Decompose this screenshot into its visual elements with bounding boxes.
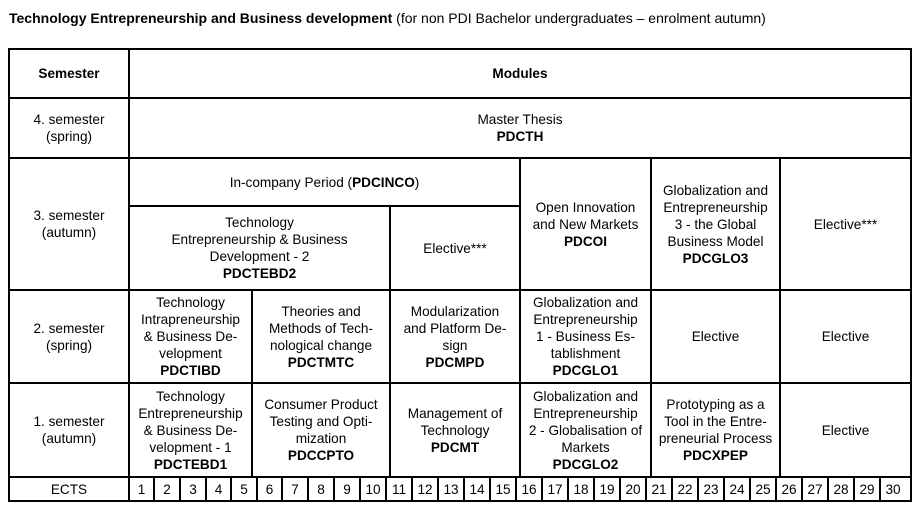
grid-line-horizontal xyxy=(8,289,912,291)
module-elective-3a xyxy=(391,207,519,289)
module-code: PDCOI xyxy=(563,233,608,249)
grid-line-vertical xyxy=(645,476,647,502)
module-title-line: Development - 2 xyxy=(209,249,310,264)
semester-label-line: (spring) xyxy=(45,337,93,353)
module-title-line: Entrepreneurship xyxy=(663,199,768,215)
module-title-line: Technology xyxy=(420,422,490,438)
module-title-line: Globalization and xyxy=(532,295,639,310)
grid-line-vertical xyxy=(8,48,10,502)
module-title-line: Methods of Tech- xyxy=(268,320,374,336)
module-title-line: Entrepreneurship & Business xyxy=(171,232,348,247)
module-xpep xyxy=(652,384,779,476)
module-code: PDCMPD xyxy=(425,354,485,370)
ects-number: 25 xyxy=(755,481,771,497)
module-title-line: Theories and xyxy=(281,303,361,319)
ects-number: 22 xyxy=(677,481,693,497)
module-title-line: Elective xyxy=(691,329,740,344)
module-title-line: Prototyping as a xyxy=(666,397,765,412)
module-title-line: Technology xyxy=(156,295,225,310)
module-tebd1 xyxy=(130,384,251,476)
ects-number: 24 xyxy=(729,481,745,497)
module-code: PDCMT xyxy=(430,439,480,455)
grid-line-horizontal xyxy=(128,205,521,207)
grid-line-horizontal xyxy=(8,157,912,159)
module-title-line: Entrepreneurship xyxy=(138,405,243,421)
module-code: PDCGLO3 xyxy=(682,250,749,266)
grid-line-vertical xyxy=(593,476,595,502)
grid-line-horizontal xyxy=(8,97,912,99)
semester-label-line: 4. semester xyxy=(33,112,105,127)
module-title-part: In-company Period ( xyxy=(229,174,353,190)
module-title-line: sign xyxy=(442,337,468,353)
grid-line-horizontal xyxy=(8,382,912,384)
ects-number: 3 xyxy=(189,481,197,497)
semester-label-line: (autumn) xyxy=(41,431,97,446)
semester-label-line: 1. semester xyxy=(33,414,105,429)
module-code: PDCTIBD xyxy=(160,363,221,378)
ects-number: 20 xyxy=(625,481,641,497)
ects-number: 23 xyxy=(703,481,719,497)
module-code: PDCINCO xyxy=(352,174,415,190)
grid-line-vertical xyxy=(230,476,232,502)
module-title-line: Entrepreneurship xyxy=(533,312,638,327)
module-title-line: nological change xyxy=(269,337,373,353)
grid-line-vertical xyxy=(205,476,207,502)
module-title-line: Elective*** xyxy=(813,216,878,232)
semester-3-label xyxy=(10,159,128,289)
grid-line-vertical xyxy=(437,476,439,502)
module-tibd xyxy=(130,291,251,382)
semester-1-label xyxy=(10,384,128,476)
grid-line-vertical xyxy=(153,476,155,502)
module-code: PDCTMTC xyxy=(287,354,355,370)
module-title-line: Technology xyxy=(156,388,225,404)
module-title-line: Technology xyxy=(225,215,294,230)
module-title-line: velopment - 1 xyxy=(149,439,232,455)
ects-number: 29 xyxy=(859,481,875,497)
module-code: PDCGLO2 xyxy=(552,456,619,472)
modules-header: Modules xyxy=(492,66,548,81)
module-title-line: Elective*** xyxy=(423,240,487,256)
module-title-line: Globalization and xyxy=(532,388,639,404)
grid-line-horizontal xyxy=(8,48,912,50)
ects-number: 19 xyxy=(599,481,615,497)
module-title-line: Elective xyxy=(821,329,870,344)
module-code: PDCTEBD1 xyxy=(153,456,228,472)
ects-number: 11 xyxy=(391,481,407,497)
grid-line-vertical xyxy=(723,476,725,502)
module-coi xyxy=(521,159,650,289)
ects-number: 1 xyxy=(137,481,146,497)
semester-4-label xyxy=(10,99,128,157)
grid-line-vertical xyxy=(179,476,181,502)
ects-number: 5 xyxy=(240,481,248,497)
module-glo3 xyxy=(652,159,779,289)
grid-line-vertical xyxy=(827,476,829,502)
module-title-line: Elective xyxy=(821,422,870,438)
module-title-line: 3 - the Global xyxy=(674,216,757,232)
grid-line-vertical xyxy=(779,157,781,478)
grid-line-vertical xyxy=(385,476,387,502)
module-title-line: 2 - Globalisation of xyxy=(528,422,643,438)
module-tebd2 xyxy=(130,207,389,289)
grid-line-vertical xyxy=(567,476,569,502)
ects-number: 26 xyxy=(781,481,797,497)
grid-line-vertical xyxy=(389,205,391,291)
module-mpd xyxy=(391,291,519,382)
grid-line-vertical xyxy=(775,476,777,502)
ects-number: 13 xyxy=(443,481,459,497)
module-title-line: & Business De- xyxy=(143,329,238,344)
module-master-thesis xyxy=(130,99,910,157)
module-code: PDCXPEP xyxy=(683,448,748,463)
ects-number: 17 xyxy=(547,481,563,497)
grid-line-vertical xyxy=(697,476,699,502)
grid-line-vertical xyxy=(251,289,253,478)
grid-line-vertical xyxy=(256,476,258,502)
grid-line-vertical xyxy=(128,48,130,502)
module-title-line: Master Thesis xyxy=(477,112,563,127)
title-rest: (for non PDI Bachelor undergraduates – enrolment autumn) xyxy=(392,10,766,26)
ects-number: 12 xyxy=(417,481,433,497)
ects-number: 4 xyxy=(214,481,223,497)
grid-line-vertical xyxy=(879,476,881,502)
grid-line-vertical xyxy=(333,476,335,502)
ects-number: 28 xyxy=(833,481,849,497)
module-cpto xyxy=(253,384,389,476)
module-code: PDCTEBD2 xyxy=(222,266,297,281)
semester-label-line: 2. semester xyxy=(33,320,105,336)
ects-number: 30 xyxy=(885,481,901,497)
grid-line-vertical xyxy=(489,476,491,502)
module-title-line: Management of xyxy=(407,405,503,421)
module-title-line: Testing and Opti- xyxy=(269,414,373,429)
module-elective-1 xyxy=(781,384,910,476)
module-code: PDCCPTO xyxy=(287,448,355,463)
grid-line-vertical xyxy=(281,476,283,502)
grid-line-vertical xyxy=(749,476,751,502)
grid-line-vertical xyxy=(463,476,465,502)
title-bold: Technology Entrepreneurship and Business development xyxy=(9,10,393,26)
semester-header: Semester xyxy=(38,66,100,81)
ects-number: 27 xyxy=(807,481,823,497)
semester-2-label xyxy=(10,291,128,382)
module-title-line: & Business De- xyxy=(143,422,238,438)
module-title-line: Modularization xyxy=(410,303,500,319)
module-title-line: Consumer Product xyxy=(264,397,378,412)
ects-number: 2 xyxy=(163,481,171,497)
module-title-part: ) xyxy=(414,174,420,190)
grid-line-vertical xyxy=(650,157,652,478)
ects-number: 7 xyxy=(291,481,299,497)
module-title-line: Open Innovation xyxy=(535,199,636,215)
grid-line-vertical xyxy=(307,476,309,502)
module-elective-2b xyxy=(781,291,910,382)
module-title-line: 1 - Business Es- xyxy=(536,329,635,344)
module-title-line: Markets xyxy=(561,439,610,455)
ects-number: 8 xyxy=(317,481,325,497)
module-title-line: and Platform De- xyxy=(403,320,507,336)
grid-line-vertical xyxy=(541,476,543,502)
semester-label-line: 3. semester xyxy=(33,208,105,223)
grid-line-vertical xyxy=(801,476,803,502)
grid-line-vertical xyxy=(359,476,361,502)
module-glo1 xyxy=(521,291,650,382)
module-title-line: preneurial Process xyxy=(658,431,773,446)
module-title-line: Entrepreneurship xyxy=(533,405,638,421)
module-in-company-period xyxy=(130,159,519,205)
module-title-line: Globalization and xyxy=(662,182,769,198)
module-title-line: Tool in the Entre- xyxy=(664,414,767,429)
grid-line-vertical xyxy=(853,476,855,502)
grid-line-vertical xyxy=(411,476,413,502)
ects-number: 6 xyxy=(265,481,274,497)
ects-number: 14 xyxy=(469,481,485,497)
grid-line-vertical xyxy=(519,157,521,478)
module-title-line: and New Markets xyxy=(532,216,639,232)
module-code: PDCGLO1 xyxy=(552,363,619,378)
module-title-line: tablishment xyxy=(550,346,621,361)
grid-line-vertical xyxy=(910,48,912,502)
ects-label: ECTS xyxy=(50,481,88,497)
semester-label-line: (spring) xyxy=(45,129,93,144)
grid-line-vertical xyxy=(515,476,517,502)
module-title-line: Business Model xyxy=(667,233,764,249)
ects-number: 18 xyxy=(573,481,589,497)
module-tmtc xyxy=(253,291,389,382)
module-glo2 xyxy=(521,384,650,476)
ects-number: 9 xyxy=(343,481,351,497)
ects-number: 15 xyxy=(495,481,511,497)
ects-number: 21 xyxy=(651,481,667,497)
ects-number: 16 xyxy=(521,481,537,497)
module-elective-2a xyxy=(652,291,779,382)
module-title-line: velopment xyxy=(159,346,222,361)
semester-label-line: (autumn) xyxy=(41,225,97,240)
module-title-line xyxy=(230,174,420,191)
module-title-line: Intrapreneurship xyxy=(141,312,240,327)
grid-line-vertical xyxy=(619,476,621,502)
module-elective-3b xyxy=(781,159,910,289)
module-title-line: mization xyxy=(295,431,347,446)
grid-line-vertical xyxy=(671,476,673,502)
ects-number: 10 xyxy=(365,481,381,497)
module-mt xyxy=(391,384,519,476)
module-code: PDCTH xyxy=(496,129,544,144)
grid-line-vertical xyxy=(389,289,391,478)
